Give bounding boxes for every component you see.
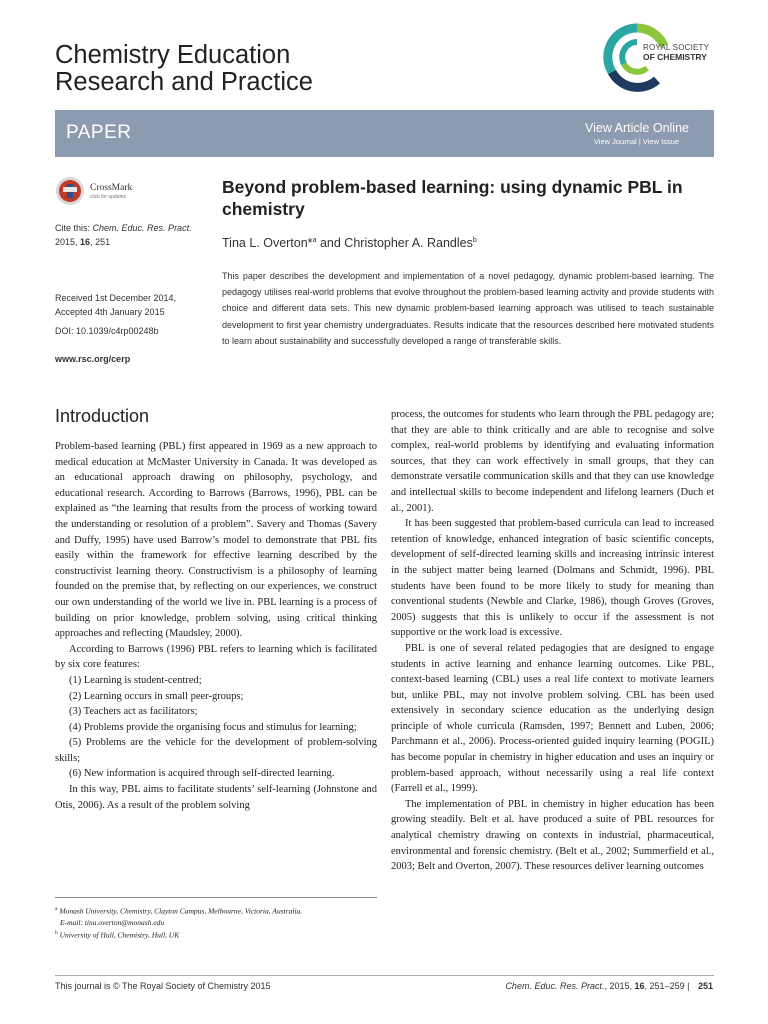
accepted-date: Accepted 4th January 2015 xyxy=(55,306,165,317)
crossmark-icon xyxy=(55,175,85,209)
journal-title xyxy=(55,42,313,96)
author-list xyxy=(222,236,477,250)
cite-year: 2015, xyxy=(55,236,78,247)
view-links xyxy=(594,137,679,146)
list-item: (3) Teachers act as facilitators; xyxy=(69,706,198,718)
abstract: This paper describes the development and implementation of a novel pedagogy, dynamic problem-based learning. The pedagogy utilises real-world problems that evolve throughout the problem-based learning activity and provide students with choice and different data sets. This new dynamic problem-based learning approach was utilised to teach sustainable development to first year chemistry undergraduates. Results indicate that the resources described here motivated students to learn about sustainability and successfully developed a range of transferable skills. xyxy=(222,271,714,346)
view-links-separator: | xyxy=(638,137,641,146)
list-item: (1) Learning is student-centred; xyxy=(69,674,202,686)
paragraph: In this way, PBL aims to facilitate students’ self-learning (Johnstone and Otis, 2006). As a result of the problem solving xyxy=(55,784,377,811)
paragraph: PBL is one of several related pedagogies that are designed to engage students in active learning and enhance learning outcomes. Like PBL, context-based learning (CBL) uses a real life context to motivate learners but, unlike PBL, may not involve problem solving. CBL has been used extensively in secondary science education as the underlying design principle of whole curricula (Ramsden, 1997; Bennett and Luben, 2006; Parchmann et al., 2006). Process-oriented guided inquiry learning (POGIL) has become popular in chemistry in higher education and uses an inquiry or problem-based approach, without necessarily using a real life context (Farrell et al., 1999). xyxy=(391,642,714,795)
footer-separator: | xyxy=(687,981,690,991)
view-journal-link[interactable]: View Journal xyxy=(593,137,637,146)
view-article-online-link[interactable]: View Article Online xyxy=(585,121,689,135)
footnote-b xyxy=(55,928,385,941)
cite-pages: , 251 xyxy=(90,236,111,247)
paper-banner xyxy=(55,110,714,157)
view-issue-link[interactable]: View Issue xyxy=(642,137,679,146)
footer-copyright: This journal is © The Royal Society of Chemistry 2015 xyxy=(55,981,271,991)
cite-journal: Chem. Educ. Res. Pract. xyxy=(92,223,192,233)
footer-volume: 16 xyxy=(634,981,645,991)
list-item: (6) New information is acquired through self-directed learning. xyxy=(69,768,335,780)
crossmark-label: CrossMark xyxy=(90,183,133,193)
page-number: 251 xyxy=(697,981,713,991)
footnote-b-text: University of Hull, Chemistry, Hull, UK xyxy=(59,930,180,940)
author-conjunction: and xyxy=(319,236,341,250)
author-1-affiliation: a xyxy=(312,236,317,244)
list-item: (5) Problems are the vehicle for the development of problem-solving skills; xyxy=(55,737,377,764)
article-type-label: PAPER xyxy=(66,122,132,143)
footnotes xyxy=(55,904,385,941)
publisher-name-line1: ROYAL SOCIETY xyxy=(643,43,710,52)
author-2-affiliation: b xyxy=(472,236,477,244)
body-column-left xyxy=(55,439,377,813)
paragraph: process, the outcomes for students who learn through the PBL pedagogy are; that they are able to think critically and are able to recognise and solve complex, real-world problems by identifying and evaluating information sources, that they can work effectively in small groups, that they can demonstrate versatile communication skills and that they can use knowledge and intellectual skills to become independent and lifelong learners (Duch et al., 2001). xyxy=(391,409,714,514)
footer-pages: , 251–259 xyxy=(644,981,685,991)
section-heading-introduction: Introduction xyxy=(55,406,150,426)
paragraph: It has been suggested that problem-based curricula can lead to increased retention of knowledge, enhanced integration of basic scientific concepts, development of self-directed learning skills and increasing intrinsic interest in the subject matter being learned (Dolmans and Schmidt, 1996). PBL students have been found to be more likely to study for meaning than conventional students (Newble and Clarke, 1986), though Groves (Groves, 2005) suggests that this is unlikely to occur if the assessment is not supportive or the work load is excessive. xyxy=(391,518,714,639)
list-item: (2) Learning occurs in small peer-groups; xyxy=(69,690,244,702)
footnote-a-text: Monash University, Chemistry, Clayton Campus, Melbourne, Victoria, Australia. xyxy=(59,906,303,916)
journal-title-line2: Research and Practice xyxy=(55,68,313,96)
footer-journal: Chem. Educ. Res. Pract. xyxy=(505,981,605,991)
citation-info xyxy=(55,222,205,249)
footnote-divider xyxy=(55,897,377,898)
footer-divider xyxy=(55,975,714,976)
publisher-name-line2: OF CHEMISTRY xyxy=(643,52,707,62)
list-item: (4) Problems provide the organising focus and stimulus for learning; xyxy=(69,721,357,733)
received-date: Received 1st December 2014, xyxy=(55,293,177,303)
paragraph: According to Barrows (1996) PBL refers to learning which is facilitated by six core features: xyxy=(55,643,377,671)
doi[interactable]: DOI: 10.1039/c4rp00248b xyxy=(55,326,159,336)
footnote-email[interactable]: E-mail: tina.overton@monash.edu xyxy=(60,917,165,927)
footer-citation xyxy=(505,981,713,991)
footnote-a-marker: a xyxy=(55,906,58,912)
crossmark-badge[interactable] xyxy=(55,175,155,209)
paragraph: Problem-based learning (PBL) first appeared in 1969 as a new approach to medical education at McMaster University in Canada. It was developed as an educational approach drawing on philosophy, psychology, and educational research. According to Barrows (Barrows, 1996), PBL can be explained as “the learning that results from the process of working toward the understanding or resolution of a problem”. Savery and Thomas (Savery and Duffy, 1995) have used Barrow’s model to demonstrate that PBL fits easily within the framework for effective learning described by the constructivist learning theory. Constructivism is a philosophy of learning founded on the premise that, by reflecting on our experiences, we construct our own understanding of the world we live in. PBL learning is a process of building on prior knowledge, problem solving, using critical thinking approaches and reflecting (Maudsley, 2000). xyxy=(55,441,377,640)
received-dates xyxy=(55,292,205,319)
footnote-a xyxy=(55,904,385,917)
paragraph: The implementation of PBL in chemistry in higher education has been growing steadily. Belt et al. have produced a suite of PBL resources for analytical chemistry drawing on contexts in industrial, pharmaceutical, environmental and forensic chemistry. (Belt et al., 2002; Summerfield et al., 2003; Belt and Overton, 2007). These resources deliver learning outcomes xyxy=(391,798,714,873)
author-2: Christopher A. Randles xyxy=(344,236,473,250)
body-column-right xyxy=(391,407,714,875)
journal-title-line1: Chemistry Education xyxy=(55,41,291,69)
footnote-b-marker: b xyxy=(55,929,58,936)
footer-year: , 2015, xyxy=(604,981,633,991)
cite-volume: 16 xyxy=(80,236,91,247)
crossmark-sublabel: click for updates xyxy=(90,194,127,200)
rsc-logo[interactable] xyxy=(610,22,720,92)
cite-prefix: Cite this: xyxy=(55,223,91,233)
author-1: Tina L. Overton* xyxy=(222,236,313,250)
article-title: Beyond problem-based learning: using dynamic PBL in chemistry xyxy=(222,177,683,219)
journal-website-link[interactable]: www.rsc.org/cerp xyxy=(55,354,131,364)
